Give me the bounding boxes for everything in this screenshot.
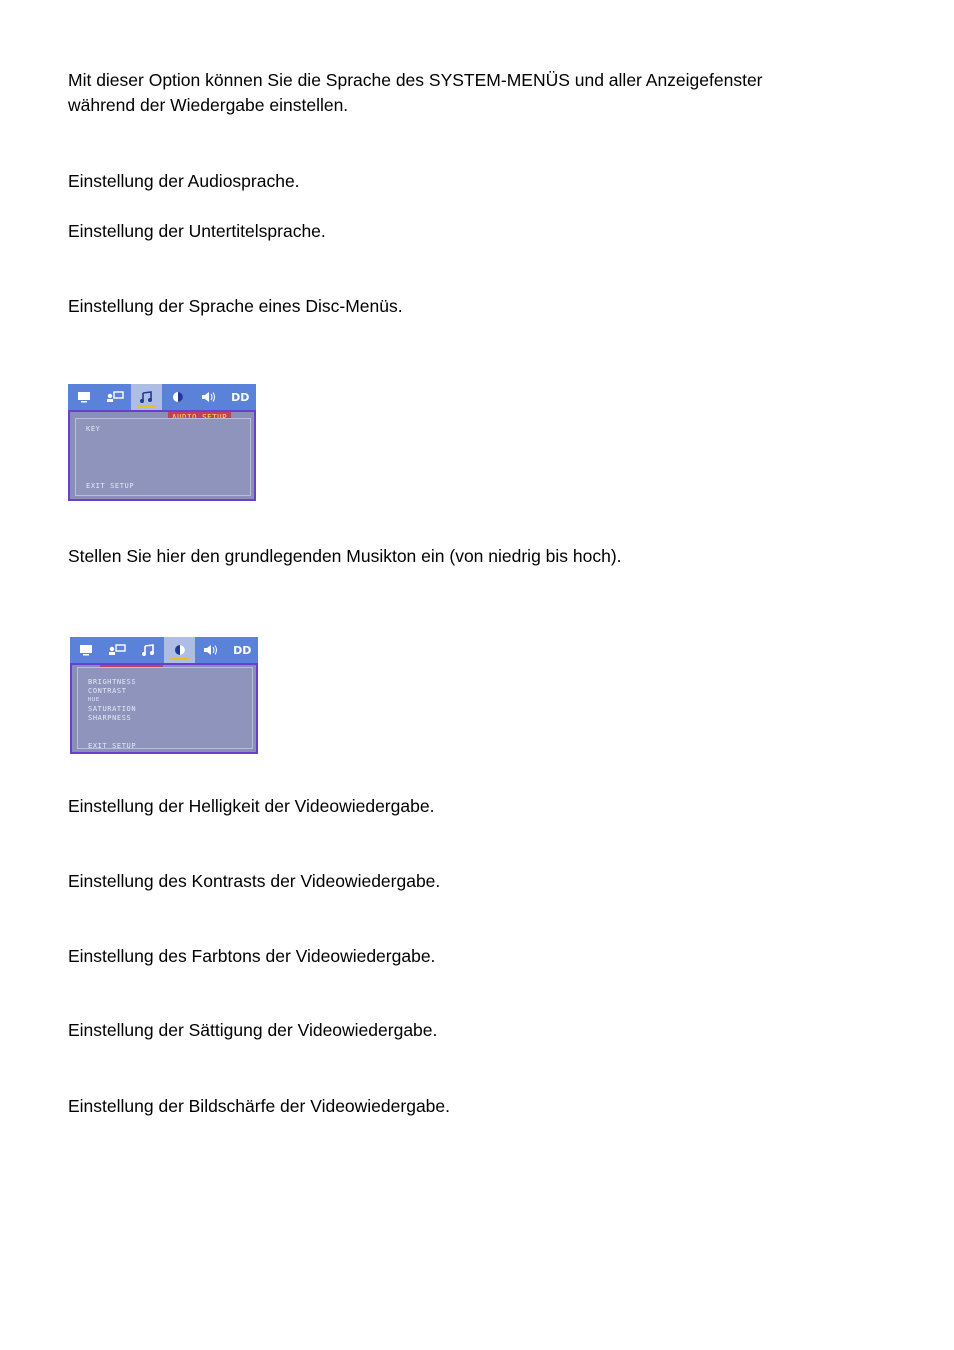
user-screen-icon — [101, 637, 132, 663]
intro-line-1: Mit dieser Option können Sie die Sprache des SYSTEM-MENÜS und aller Anzeigefenster — [68, 70, 763, 90]
music-note-icon — [133, 637, 164, 663]
audio-setup-screenshot — [68, 384, 256, 501]
user-screen-icon — [99, 384, 130, 410]
speaker-icon — [195, 637, 226, 663]
hue-description-text: Einstellung des Farbtons der Videowiedergabe. — [68, 946, 436, 966]
contrast-description-text: Einstellung des Kontrasts der Videowiedergabe. — [68, 871, 441, 891]
color-icon — [162, 384, 193, 410]
menu-item-contrast: CONTRAST — [88, 687, 127, 695]
menu-item-brightness: BRIGHTNESS — [88, 678, 137, 686]
menu-panel — [75, 418, 251, 496]
dolby-digital-icon: DD — [233, 643, 252, 657]
key-description-text: Stellen Sie hier den grundlegenden Musikton ein (von niedrig bis hoch). — [68, 546, 622, 566]
menu-panel — [77, 667, 253, 749]
menu-item-exit-setup: EXIT SETUP — [88, 742, 137, 750]
osd-tab-bar — [70, 637, 258, 663]
menu-item-exit-setup: EXIT SETUP — [86, 482, 135, 490]
saturation-description-text: Einstellung der Sättigung der Videowiedergabe. — [68, 1020, 438, 1040]
audio-language-text: Einstellung der Audiosprache. — [68, 171, 300, 191]
osd-tab-bar — [68, 384, 256, 410]
intro-line-2: während der Wiedergabe einstellen. — [68, 95, 349, 115]
menu-item-hue: HUE — [88, 697, 100, 703]
brightness-description-text: Einstellung der Helligkeit der Videowiedergabe. — [68, 796, 435, 816]
monitor-icon — [68, 384, 99, 410]
menu-item-saturation: SATURATION — [88, 705, 137, 713]
osd-menu-body — [68, 410, 256, 501]
color-icon — [164, 637, 195, 663]
dolby-digital-icon: DD — [231, 390, 250, 404]
osd-menu-body — [70, 663, 258, 754]
disc-menu-language-text: Einstellung der Sprache eines Disc-Menüs. — [68, 296, 403, 316]
sharpness-description-text: Einstellung der Bildschärfe der Videowiedergabe. — [68, 1096, 451, 1116]
monitor-icon — [70, 637, 101, 663]
menu-item-sharpness: SHARPNESS — [88, 714, 132, 722]
menu-item-key: KEY — [86, 425, 101, 433]
video-setup-screenshot — [70, 637, 258, 754]
subtitle-language-text: Einstellung der Untertitelsprache. — [68, 221, 326, 241]
music-note-icon — [131, 384, 162, 410]
speaker-icon — [193, 384, 224, 410]
